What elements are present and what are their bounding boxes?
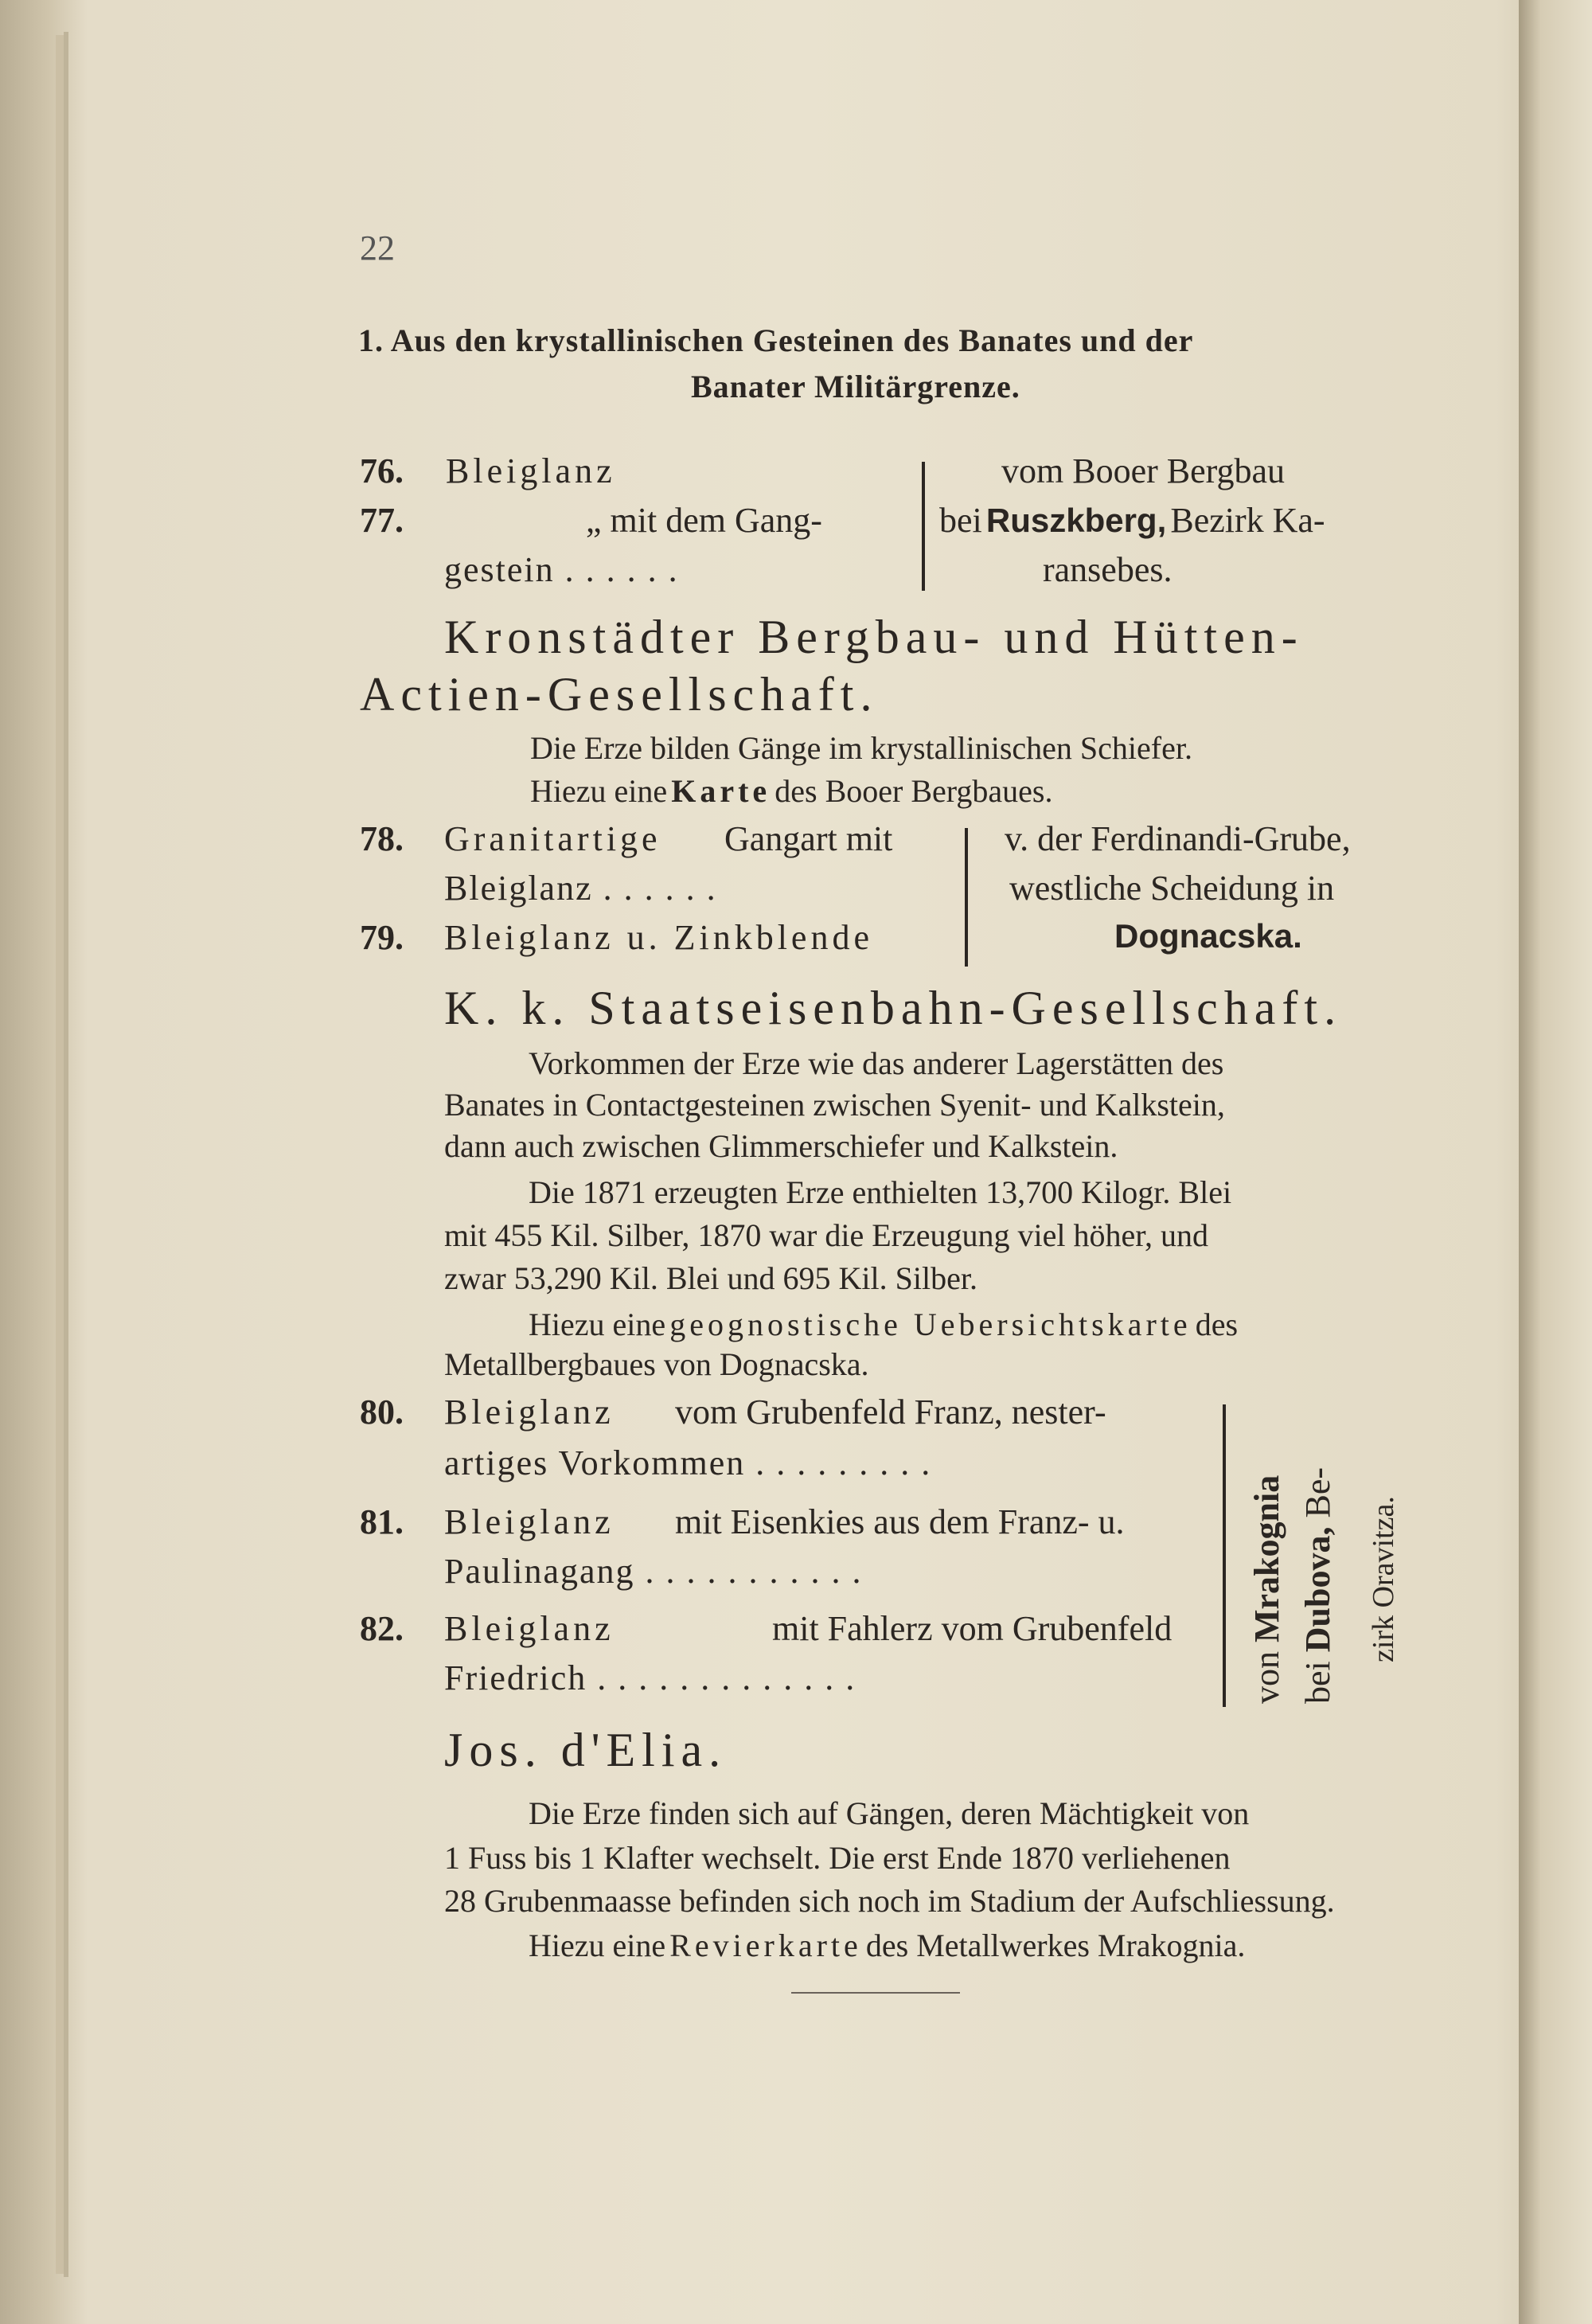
item-78-text: Granitartige bbox=[444, 819, 661, 858]
company2-p2-line1: Die 1871 erzeugten Erze enthielten 13,700 Kilogr. Blei bbox=[529, 1174, 1232, 1210]
item-78-continuation: Bleiglanz . . . . . . bbox=[444, 869, 717, 908]
company2-p1-line1: Vorkommen der Erze wie das anderer Lagerstätten des bbox=[529, 1045, 1224, 1081]
company1-desc2: Hiezu eine Karte des Booer Bergbaues. bbox=[530, 773, 1053, 809]
company3-p2: Hiezu eine Revierkarte des Metallwerkes Mrakognia. bbox=[529, 1928, 1246, 1963]
item-78-text2: Gangart mit bbox=[724, 819, 893, 858]
item-number-80: 80. bbox=[360, 1392, 404, 1432]
company2-p2-line3: zwar 53,290 Kil. Blei und 695 Kil. Silber. bbox=[444, 1260, 977, 1296]
company2-name: K. k. Staatseisenbahn-Gesellschaft. bbox=[444, 982, 1343, 1034]
item-77-continuation: gestein . . . . . . bbox=[444, 550, 679, 589]
company3-p1-line3: 28 Grubenmaasse befinden sich noch im Stadium der Aufschliessung. bbox=[444, 1883, 1335, 1919]
origin-group1-line1: vom Booer Bergbau bbox=[1001, 451, 1286, 490]
origin-group2-line1: v. der Ferdinandi-Grube, bbox=[1005, 819, 1351, 858]
item-77-text: „ mit dem Gang- bbox=[586, 501, 822, 540]
company3-p1-line2: 1 Fuss bis 1 Klafter wechselt. Die erst Ende 1870 verliehenen bbox=[444, 1840, 1231, 1876]
company2-p3-line2: Metallbergbaues von Dognacska. bbox=[444, 1346, 869, 1382]
origin-group3-col1: von Mrakognia bbox=[1247, 1474, 1286, 1704]
item-number-77: 77. bbox=[360, 501, 404, 540]
brace-group2 bbox=[965, 828, 968, 967]
item-80-text2: vom Grubenfeld Franz, nester- bbox=[675, 1392, 1106, 1432]
item-82-continuation: Friedrich . . . . . . . . . . . . . bbox=[444, 1658, 856, 1697]
item-number-79: 79. bbox=[360, 918, 404, 957]
item-81-text2: mit Eisenkies aus dem Franz- u. bbox=[675, 1502, 1125, 1541]
company1-desc1: Die Erze bilden Gänge im krystallinischen Schiefer. bbox=[530, 730, 1192, 766]
brace-group3 bbox=[1223, 1404, 1226, 1707]
closing-rule bbox=[791, 1992, 960, 1994]
company1-name-line1: Kronstädter Bergbau- und Hütten- bbox=[444, 611, 1304, 663]
origin-group1-line2: bei Ruszkberg, Bezirk Ka- bbox=[939, 501, 1325, 540]
origin-group3-col2: bei Dubova, Be- bbox=[1298, 1467, 1337, 1704]
item-80-text: Bleiglanz bbox=[444, 1392, 615, 1432]
company1-name-line2: Actien-Gesellschaft. bbox=[360, 668, 879, 721]
company3-p1-line1: Die Erze finden sich auf Gängen, deren Mächtigkeit von bbox=[529, 1795, 1250, 1831]
company2-p1-line2: Banates in Contactgesteinen zwischen Syenit- und Kalkstein, bbox=[444, 1087, 1225, 1123]
origin-group2-line2: westliche Scheidung in bbox=[1009, 869, 1335, 908]
item-number-81: 81. bbox=[360, 1502, 404, 1541]
brace-group1 bbox=[922, 462, 925, 591]
item-number-82: 82. bbox=[360, 1609, 404, 1648]
item-number-76: 76. bbox=[360, 451, 404, 490]
facing-page-edge bbox=[1519, 0, 1592, 2324]
item-81-continuation: Paulinagang . . . . . . . . . . . bbox=[444, 1552, 863, 1591]
origin-group1-line3: ransebes. bbox=[1043, 550, 1173, 589]
origin-group2-line3: Dognacska. bbox=[1114, 917, 1302, 955]
item-79-text: Bleiglanz u. Zinkblende bbox=[444, 918, 873, 957]
section-heading-line1: 1. Aus den krystallinischen Gesteinen des Banates und der bbox=[358, 322, 1194, 358]
company2-p3-line1: Hiezu eine geognostische Uebersichtskarte des bbox=[529, 1307, 1239, 1342]
section-heading-line2: Banater Militärgrenze. bbox=[691, 369, 1020, 404]
item-81-text: Bleiglanz bbox=[444, 1502, 615, 1541]
item-80-continuation: artiges Vorkommen . . . . . . . . . bbox=[444, 1443, 932, 1482]
item-82-text: Bleiglanz bbox=[444, 1609, 615, 1648]
item-76-text: Bleiglanz bbox=[446, 451, 616, 490]
company2-p2-line2: mit 455 Kil. Silber, 1870 war die Erzeugung viel höher, und bbox=[444, 1217, 1208, 1253]
item-number-78: 78. bbox=[360, 819, 404, 858]
item-82-text2: mit Fahlerz vom Grubenfeld bbox=[772, 1609, 1173, 1648]
company3-name: Jos. d'Elia. bbox=[444, 1724, 728, 1776]
page-number: 22 bbox=[360, 228, 395, 268]
company2-p1-line3: dann auch zwischen Glimmerschiefer und Kalkstein. bbox=[444, 1128, 1118, 1164]
origin-group3-col3: zirk Oravitza. bbox=[1367, 1496, 1400, 1662]
